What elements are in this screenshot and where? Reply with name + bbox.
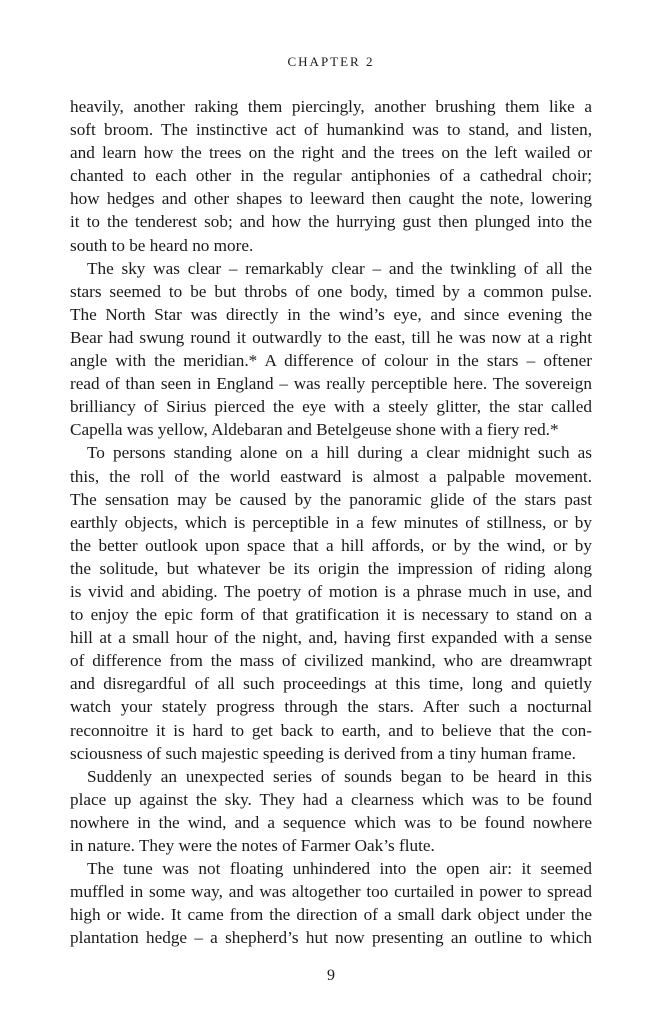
text-line: brilliancy of Sirius pierced the eye with a steely glitter, the star called — [70, 397, 592, 417]
text-line: Bear had swung round it outwardly to the east, till he was now at a right — [70, 327, 592, 347]
text-line: this, the roll of the world eastward is almost a palpable movement. — [70, 466, 592, 486]
text-line: south to be heard no more. — [70, 235, 254, 255]
text-line: read of than seen in England – was really perceptible here. The sovereign — [70, 374, 592, 394]
running-head: CHAPTER 2 — [287, 54, 375, 69]
paragraph — [70, 765, 592, 857]
text-line: to enjoy the epic form of that gratification it is necessary to stand on a — [70, 605, 592, 625]
text-line: plantation hedge – a shepherd’s hut now presenting an outline to which — [70, 928, 592, 948]
text-line: soft broom. The instinctive act of humankind was to stand, and listen, — [70, 120, 592, 140]
text-line: Capella was yellow, Aldebaran and Betelgeuse shone with a fiery red.* — [70, 420, 559, 440]
text-line: sciousness of such majestic speeding is derived from a tiny human frame. — [70, 743, 576, 763]
text-line: and learn how the trees on the right and the trees on the left wailed or — [70, 143, 592, 163]
text-line: The North Star was directly in the wind’s eye, and since evening the — [70, 304, 592, 324]
paragraph — [70, 441, 592, 764]
page-number: 9 — [327, 967, 335, 984]
text-line: hill at a small hour of the night, and, having first expanded with a sense — [70, 628, 592, 648]
text-line: it to the tenderest sob; and how the hurrying gust then plunged into the — [70, 212, 592, 232]
text-line: watch your stately progress through the stars. After such a nocturnal — [70, 697, 592, 717]
text-line: stars seemed to be but throbs of one body, timed by a common pulse. — [70, 281, 592, 301]
text-line: angle with the meridian.* A difference of colour in the stars – oftener — [70, 351, 592, 371]
text-line: reconnoitre it is hard to get back to earth, and to believe that the con- — [70, 720, 592, 740]
text-line: in nature. They were the notes of Farmer Oak’s flute. — [70, 836, 435, 855]
paragraph — [70, 257, 592, 442]
text-line: nowhere in the wind, and a sequence which was to be found nowhere — [70, 812, 592, 832]
text-line: the better outlook upon space that a hill affords, or by the wind, or by — [70, 535, 592, 555]
text-line: how hedges and other shapes to leeward then caught the note, lowering — [70, 189, 592, 209]
text-line: heavily, another raking them piercingly, another brushing them like a — [70, 97, 592, 116]
text-line: and disregardful of all such proceedings at this time, long and quietly — [70, 674, 592, 694]
text-line: the solitude, but whatever be its origin the impression of riding along — [70, 558, 592, 578]
text-line: To persons standing alone on a hill during a clear midnight such as — [87, 443, 592, 463]
text-line: The tune was not floating unhindered into the open air: it seemed — [87, 859, 592, 879]
text-line: Suddenly an unexpected series of sounds began to be heard in this — [87, 766, 592, 786]
body-text — [70, 95, 592, 949]
text-line: earthly objects, which is perceptible in a few minutes of stillness, or by — [70, 512, 592, 532]
paragraph — [70, 95, 592, 257]
text-line: muffled in some way, and was altogether too curtailed in power to spread — [70, 882, 592, 902]
text-line: place up against the sky. They had a clearness which was to be found — [70, 789, 592, 809]
text-line: is vivid and abiding. The poetry of motion is a phrase much in use, and — [70, 581, 592, 601]
text-line: The sky was clear – remarkably clear – and the twinkling of all the — [87, 258, 592, 278]
paragraph — [70, 857, 592, 949]
text-line: The sensation may be caused by the panoramic glide of the stars past — [70, 489, 592, 509]
text-line: high or wide. It came from the direction of a small dark object under the — [70, 905, 592, 925]
text-line: of difference from the mass of civilized mankind, who are dreamwrapt — [70, 651, 592, 671]
text-line: chanted to each other in the regular antiphonies of a cathedral choir; — [70, 166, 592, 186]
